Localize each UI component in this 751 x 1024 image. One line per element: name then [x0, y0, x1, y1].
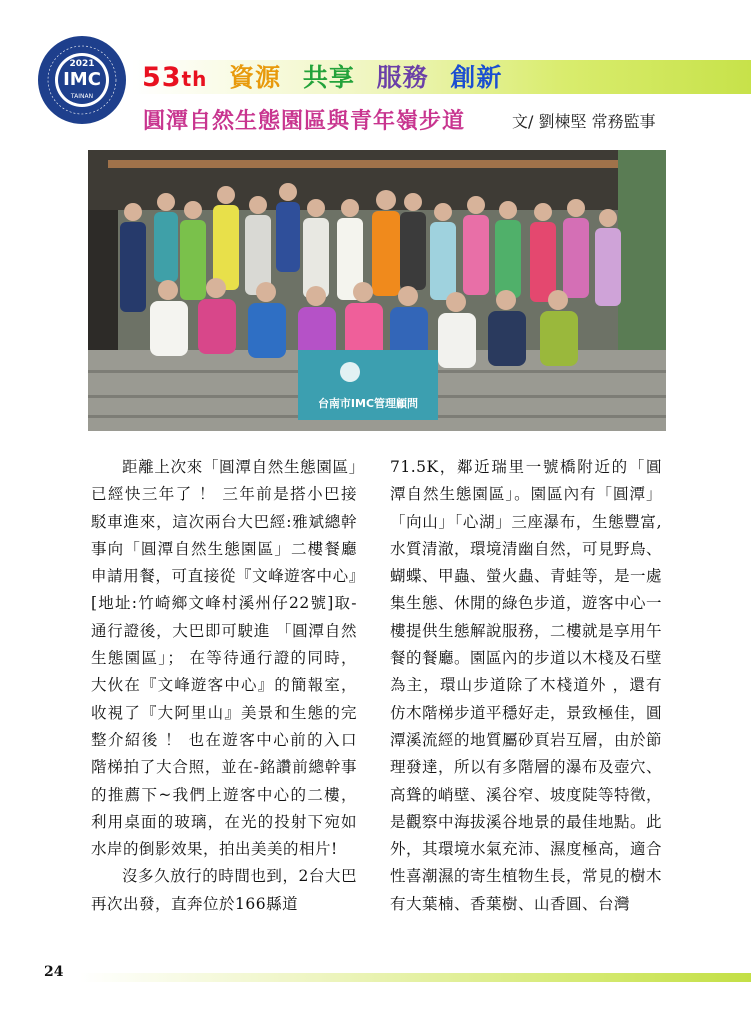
header-word-1: 資源 — [229, 63, 282, 92]
header-number-suffix: th — [181, 67, 208, 91]
imc-logo — [38, 36, 126, 124]
header-word-2: 共享 — [302, 63, 355, 92]
page-number: 24 — [44, 964, 64, 980]
header-word-4: 創新 — [450, 63, 503, 92]
header-slogan — [142, 58, 514, 94]
group-photo — [88, 150, 666, 431]
footer-gradient-bar — [80, 973, 751, 982]
header-word-3: 服務 — [376, 63, 429, 92]
paragraph: 71.5K，鄰近瑞里一號橋附近的「圓潭自然生態園區」。園區內有「圓潭」「向山」「心湖」三座瀑布，生態豐富,水質清澈，環境清幽自然，可見野鳥、蝴蝶、甲蟲、螢火蟲、青蛙等，是一處集生態、休閒的綠色步道，遊客中心一樓提供生態解說服務，二樓就是享用午餐的餐廳。園區內的步道以木棧及石壁為主，環山步道除了木棧道外 ，還有仿木階梯步道平穩好走，景致極佳，圓潭溪流經的地質屬砂頁岩互層，由於節理發達，所以有多階層的瀑布及壺穴、高聳的峭壁、溪谷窄、坡度陡等特徵，是觀察中海拔溪谷地景的最佳地點。此外，其環境水氣充沛、濕度極高，適合性喜潮濕的寄生植物生長，常見的樹木有大葉楠、香葉樹、山香圓、台灣 — [390, 458, 663, 913]
paragraph: 沒多久放行的時間也到，2台大巴再次出發，直奔位於166縣道 — [91, 867, 357, 913]
paragraph: 距離上次來「圓潭自然生態園區」已經快三年了 ！ 三年前是搭小巴接駁車進來，這次兩台大巴經:雅斌總幹事向「圓潭自然生態園區」二樓餐廳申請用餐，可直接從『文峰遊客中心』[地址:竹崎鄉文峰村溪州仔22號]取-通行證後，大巴即可駛進 「圓潭自然生態園區」； 在等待通行證的同時，大伙在『文峰遊客中心』的簡報室，收視了『大阿里山』美景和生態的完整介紹後 ！ 也在遊客中心前的入口階梯拍了大合照，並在-銘讚前總幹事的推薦下~我們上遊客中心的二樓，利用桌面的玻璃，在光的投射下宛如水岸的倒影效果，拍出美美的相片! — [91, 458, 357, 859]
photo-banner-text: 台南市IMC管理顧問 — [317, 397, 419, 410]
logo-year: 2021 — [69, 59, 95, 69]
article-author: 文/ 劉楝堅 常務監事 — [512, 112, 656, 131]
logo-mark: IMC — [63, 69, 101, 90]
article-column-right — [390, 454, 662, 918]
article-column-left — [91, 454, 357, 918]
header-number: 53 — [142, 62, 182, 93]
article-title: 圓潭自然生態園區與青年嶺步道 — [143, 109, 466, 134]
logo-city: TAINAN — [70, 93, 94, 100]
